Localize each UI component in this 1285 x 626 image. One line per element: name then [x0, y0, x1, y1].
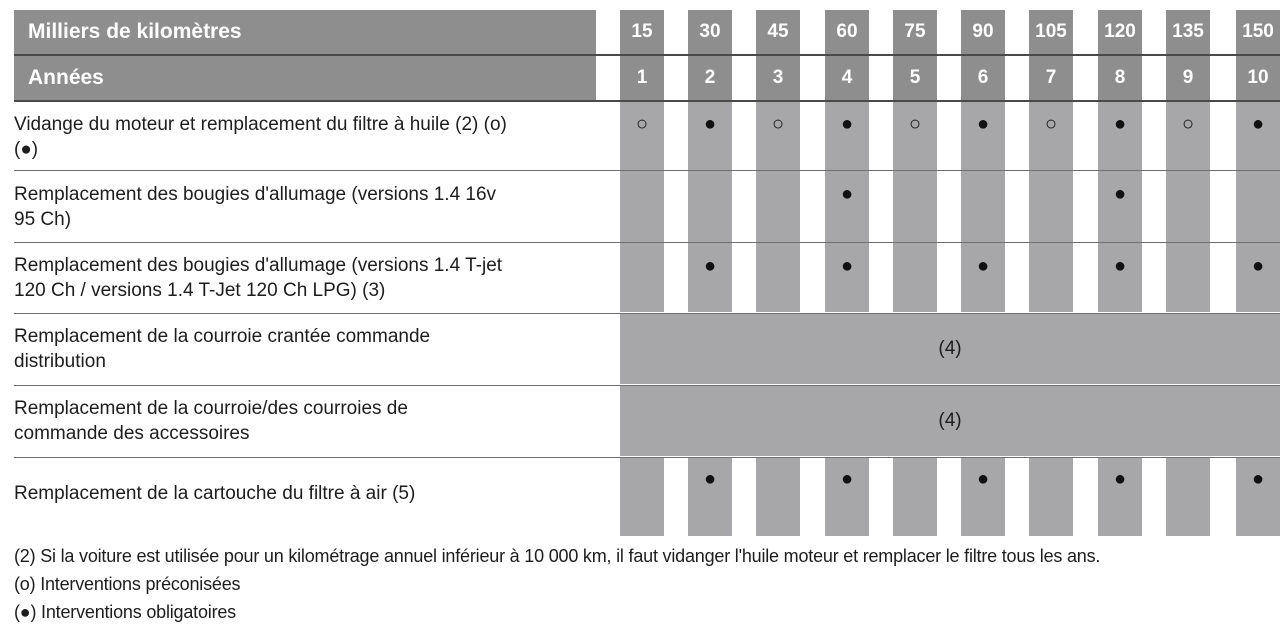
year-cell-5: 5 [893, 56, 937, 100]
year-cell-10: 10 [1236, 56, 1280, 100]
km-cell-3: 45 [756, 10, 800, 54]
km-cell-8: 120 [1098, 10, 1142, 54]
row-2-line-1: Remplacement des bougies d'allumage (versions 1.4 16v [14, 184, 497, 205]
span-text-row-5: (4) [938, 410, 962, 431]
row-divider-4 [14, 385, 1280, 386]
mark-r3-c6: ● [976, 254, 990, 277]
km-cell-9: 135 [1166, 10, 1210, 54]
mark-r1-c6: ● [976, 112, 990, 135]
mark-r1-c2: ● [703, 112, 717, 135]
row-1-line-2: (●) [14, 139, 39, 160]
mark-r1-c5: ○ [908, 112, 922, 135]
row-divider-1 [14, 170, 1280, 171]
row-2-line-2: 95 Ch) [14, 209, 72, 230]
km-cell-6: 90 [961, 10, 1005, 54]
footnote-recommended: (o) Interventions préconisées [14, 574, 241, 594]
row-label-3 [14, 251, 594, 305]
km-label-text: Milliers de kilomètres [28, 20, 242, 43]
mark-r2-c3 [756, 182, 800, 206]
mark-r1-c4: ● [840, 112, 854, 135]
row-6-line-1: Remplacement de la cartouche du filtre à air (5) [14, 482, 416, 504]
mark-r6-c3 [756, 467, 800, 491]
year-cell-4: 4 [825, 56, 869, 100]
row-4-line-2: distribution [14, 351, 106, 372]
km-cell-7: 105 [1029, 10, 1073, 54]
row-4-line-1: Remplacement de la courroie crantée commande [14, 326, 431, 347]
km-cell-4: 60 [825, 10, 869, 54]
mark-r6-c6: ● [976, 467, 990, 490]
row-3-line-2: 120 Ch / versions 1.4 T-Jet 120 Ch LPG) (3) [14, 280, 386, 301]
mark-r3-c10: ● [1251, 254, 1265, 277]
mark-r1-c9: ○ [1181, 112, 1195, 135]
mark-r2-c6 [961, 182, 1005, 206]
row-label-5 [14, 394, 594, 448]
mark-r3-c1 [620, 254, 664, 278]
header-km-label [14, 10, 594, 54]
row-5-line-1: Remplacement de la courroie/des courroies de [14, 398, 408, 419]
mark-r6-c2: ● [703, 467, 717, 490]
header-bottom-divider [14, 100, 1280, 102]
year-cell-6: 6 [961, 56, 1005, 100]
year-cell-8: 8 [1098, 56, 1142, 100]
mark-r6-c10: ● [1251, 467, 1265, 490]
km-cell-10: 150 [1236, 10, 1280, 54]
row-label-2 [14, 180, 594, 234]
years-label-text: Années [28, 66, 104, 89]
span-cell-row-5 [620, 386, 1280, 456]
mark-r6-c1 [620, 467, 664, 491]
mark-r6-c5 [893, 467, 937, 491]
header-divider [14, 54, 1280, 56]
row-5-line-2: commande des accessoires [14, 423, 250, 444]
header-years-label [14, 56, 594, 100]
footnote-mandatory: (●) Interventions obligatoires [14, 602, 236, 622]
mark-r1-c10: ● [1251, 112, 1265, 135]
row-label-4 [14, 322, 594, 376]
km-cell-5: 75 [893, 10, 937, 54]
km-cell-1: 15 [620, 10, 664, 54]
mark-r3-c7 [1029, 254, 1073, 278]
span-cell-row-4 [620, 314, 1280, 384]
mark-r3-c3 [756, 254, 800, 278]
row-1-line-1: Vidange du moteur et remplacement du filtre à huile (2) (o) [14, 114, 507, 135]
row-3-line-1: Remplacement des bougies d'allumage (versions 1.4 T-jet [14, 255, 503, 276]
mark-r6-c7 [1029, 467, 1073, 491]
mark-r6-c9 [1166, 467, 1210, 491]
mark-r6-c4: ● [840, 467, 854, 490]
mark-r3-c8: ● [1113, 254, 1127, 277]
mark-r3-c5 [893, 254, 937, 278]
year-cell-3: 3 [756, 56, 800, 100]
mark-r2-c10 [1236, 182, 1280, 206]
mark-r6-c8: ● [1113, 467, 1127, 490]
mark-r2-c7 [1029, 182, 1073, 206]
row-divider-5 [14, 457, 1280, 458]
year-cell-7: 7 [1029, 56, 1073, 100]
mark-r2-c8: ● [1113, 182, 1127, 205]
row-divider-2 [14, 242, 1280, 243]
year-cell-1: 1 [620, 56, 664, 100]
mark-r1-c3: ○ [771, 112, 785, 135]
mark-r2-c2 [688, 182, 732, 206]
mark-r1-c8: ● [1113, 112, 1127, 135]
footnote-2: (2) Si la voiture est utilisée pour un kilométrage annuel inférieur à 10 000 km, il faut vidanger l'huile moteur et remplacer le filtre tous les ans. [14, 546, 1101, 566]
km-cell-2: 30 [688, 10, 732, 54]
mark-r3-c2: ● [703, 254, 717, 277]
mark-r2-c4: ● [840, 182, 854, 205]
mark-r1-c7: ○ [1044, 112, 1058, 135]
row-label-1 [14, 110, 594, 164]
span-text-row-4: (4) [938, 338, 962, 359]
mark-r2-c5 [893, 182, 937, 206]
row-divider-3 [14, 313, 1280, 314]
mark-r3-c4: ● [840, 254, 854, 277]
row-label-6 [14, 466, 594, 520]
year-cell-9: 9 [1166, 56, 1210, 100]
mark-r1-c1: ○ [635, 112, 649, 135]
mark-r2-c1 [620, 182, 664, 206]
mark-r2-c9 [1166, 182, 1210, 206]
mark-r3-c9 [1166, 254, 1210, 278]
year-cell-2: 2 [688, 56, 732, 100]
